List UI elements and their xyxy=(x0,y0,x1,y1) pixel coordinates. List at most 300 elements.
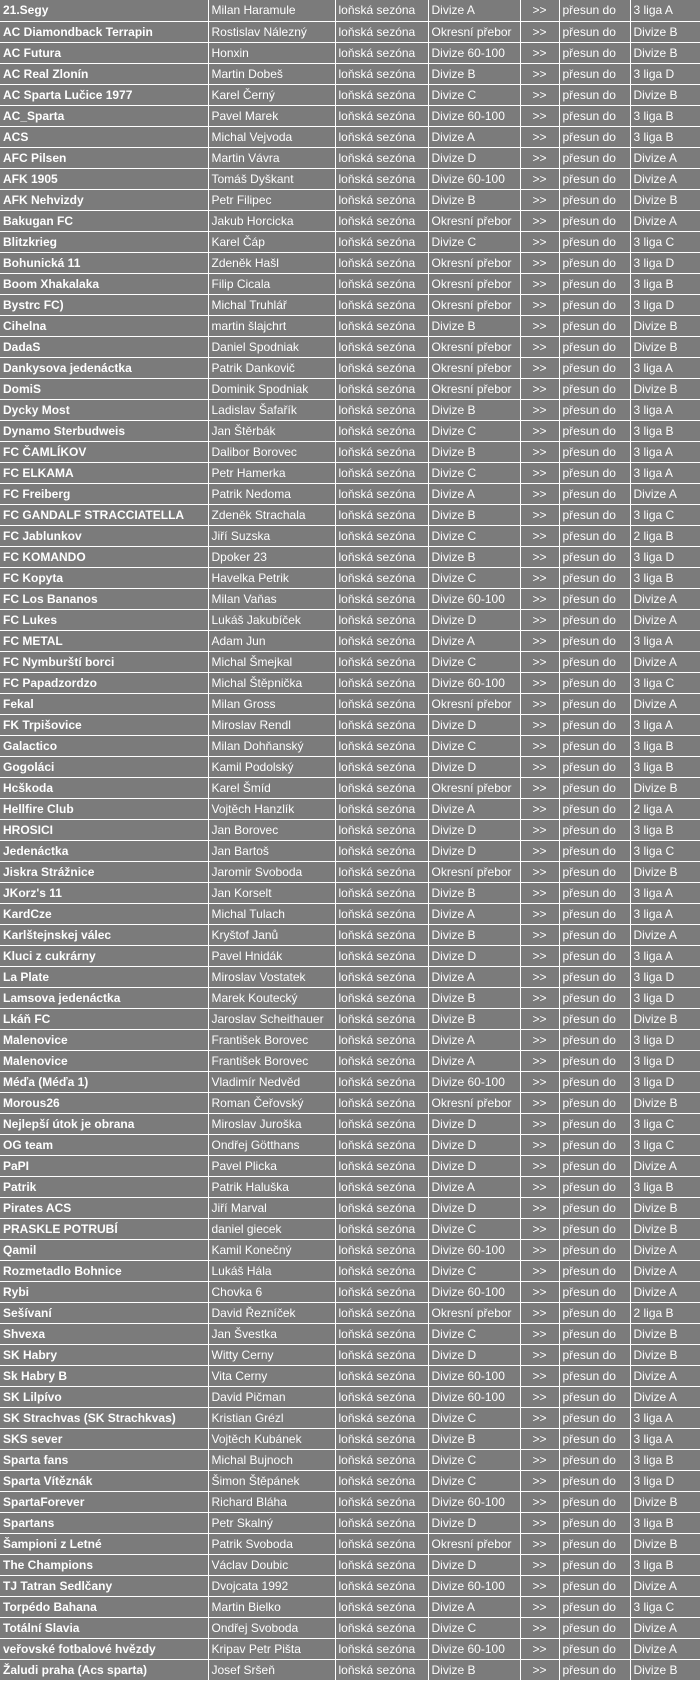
destination-division-cell: 3 liga D xyxy=(630,1071,700,1092)
arrow-cell: >> xyxy=(520,462,559,483)
team-name-cell: FC Jablunkov xyxy=(0,525,208,546)
table-row xyxy=(0,1050,700,1071)
destination-division-cell: 3 liga B xyxy=(630,273,700,294)
manager-cell: Witty Cerny xyxy=(208,1344,335,1365)
table-row xyxy=(0,651,700,672)
arrow-cell: >> xyxy=(520,1617,559,1638)
manager-cell: Patrik Svoboda xyxy=(208,1533,335,1554)
move-label-cell: přesun do xyxy=(559,945,630,966)
season-label-cell: loňská sezóna xyxy=(335,1323,428,1344)
arrow-cell: >> xyxy=(520,126,559,147)
table-row xyxy=(0,756,700,777)
table-row xyxy=(0,441,700,462)
manager-cell: Jiří Suzska xyxy=(208,525,335,546)
team-name-cell: FK Trpišovice xyxy=(0,714,208,735)
arrow-cell: >> xyxy=(520,693,559,714)
season-label-cell: loňská sezóna xyxy=(335,21,428,42)
move-label-cell: přesun do xyxy=(559,1281,630,1302)
team-name-cell: OG team xyxy=(0,1134,208,1155)
previous-division-cell: Okresní přebor xyxy=(428,1092,520,1113)
table-row xyxy=(0,819,700,840)
move-label-cell: přesun do xyxy=(559,84,630,105)
arrow-cell: >> xyxy=(520,1554,559,1575)
arrow-cell: >> xyxy=(520,1449,559,1470)
arrow-cell: >> xyxy=(520,420,559,441)
previous-division-cell: Divize C xyxy=(428,231,520,252)
move-label-cell: přesun do xyxy=(559,1323,630,1344)
arrow-cell: >> xyxy=(520,1008,559,1029)
manager-cell: Karel Čáp xyxy=(208,231,335,252)
manager-cell: Jan Korselt xyxy=(208,882,335,903)
destination-division-cell: Divize B xyxy=(630,1491,700,1512)
previous-division-cell: Divize D xyxy=(428,1554,520,1575)
arrow-cell: >> xyxy=(520,21,559,42)
destination-division-cell: 3 liga D xyxy=(630,1050,700,1071)
arrow-cell: >> xyxy=(520,357,559,378)
manager-cell: Patrik Nedoma xyxy=(208,483,335,504)
season-label-cell: loňská sezóna xyxy=(335,210,428,231)
previous-division-cell: Divize A xyxy=(428,966,520,987)
manager-cell: David Pičman xyxy=(208,1386,335,1407)
team-name-cell: Sešívaní xyxy=(0,1302,208,1323)
arrow-cell: >> xyxy=(520,1302,559,1323)
manager-cell: Ondřej Svoboda xyxy=(208,1617,335,1638)
team-name-cell: Patrik xyxy=(0,1176,208,1197)
manager-cell: Michal Truhlář xyxy=(208,294,335,315)
previous-division-cell: Divize D xyxy=(428,840,520,861)
team-name-cell: SKS sever xyxy=(0,1428,208,1449)
move-label-cell: přesun do xyxy=(559,105,630,126)
previous-division-cell: Divize 60-100 xyxy=(428,1575,520,1596)
destination-division-cell: 3 liga D xyxy=(630,987,700,1008)
manager-cell: Marek Koutecký xyxy=(208,987,335,1008)
previous-division-cell: Divize B xyxy=(428,399,520,420)
team-name-cell: HROSICI xyxy=(0,819,208,840)
team-name-cell: Cihelna xyxy=(0,315,208,336)
table-row xyxy=(0,1344,700,1365)
previous-division-cell: Divize C xyxy=(428,651,520,672)
move-label-cell: přesun do xyxy=(559,1155,630,1176)
move-label-cell: přesun do xyxy=(559,21,630,42)
season-label-cell: loňská sezóna xyxy=(335,756,428,777)
move-label-cell: přesun do xyxy=(559,252,630,273)
move-label-cell: přesun do xyxy=(559,903,630,924)
destination-division-cell: Divize B xyxy=(630,861,700,882)
team-name-cell: Boom Xhakalaka xyxy=(0,273,208,294)
manager-cell: Tomáš Dyškant xyxy=(208,168,335,189)
destination-division-cell: 3 liga D xyxy=(630,63,700,84)
destination-division-cell: 3 liga A xyxy=(630,945,700,966)
season-label-cell: loňská sezóna xyxy=(335,1134,428,1155)
destination-division-cell: 3 liga C xyxy=(630,1134,700,1155)
arrow-cell: >> xyxy=(520,1071,559,1092)
table-row xyxy=(0,1029,700,1050)
table-row xyxy=(0,609,700,630)
manager-cell: Jan Bartoš xyxy=(208,840,335,861)
team-name-cell: veřovské fotbalové hvězdy xyxy=(0,1638,208,1659)
season-label-cell: loňská sezóna xyxy=(335,462,428,483)
manager-cell: Ladislav Šafařík xyxy=(208,399,335,420)
destination-division-cell: Divize B xyxy=(630,777,700,798)
team-name-cell: Spartans xyxy=(0,1512,208,1533)
destination-division-cell: 3 liga C xyxy=(630,231,700,252)
team-name-cell: FC Freiberg xyxy=(0,483,208,504)
destination-division-cell: 3 liga C xyxy=(630,840,700,861)
manager-cell: Kamil Konečný xyxy=(208,1239,335,1260)
previous-division-cell: Divize A xyxy=(428,798,520,819)
team-name-cell: FC ELKAMA xyxy=(0,462,208,483)
table-row xyxy=(0,714,700,735)
table-row xyxy=(0,588,700,609)
arrow-cell: >> xyxy=(520,1239,559,1260)
table-row xyxy=(0,1239,700,1260)
manager-cell: Miroslav Juroška xyxy=(208,1113,335,1134)
move-label-cell: přesun do xyxy=(559,1365,630,1386)
destination-division-cell: Divize A xyxy=(630,693,700,714)
move-label-cell: přesun do xyxy=(559,1428,630,1449)
destination-division-cell: Divize B xyxy=(630,1533,700,1554)
team-name-cell: Dankysova jedenáctka xyxy=(0,357,208,378)
manager-cell: Michal Šmejkal xyxy=(208,651,335,672)
table-row xyxy=(0,1302,700,1323)
arrow-cell: >> xyxy=(520,588,559,609)
team-name-cell: AC Futura xyxy=(0,42,208,63)
manager-cell: Vladimír Nedvěd xyxy=(208,1071,335,1092)
manager-cell: Milan Vaňas xyxy=(208,588,335,609)
move-label-cell: přesun do xyxy=(559,1575,630,1596)
destination-division-cell: Divize A xyxy=(630,924,700,945)
arrow-cell: >> xyxy=(520,483,559,504)
previous-division-cell: Divize C xyxy=(428,1449,520,1470)
season-label-cell: loňská sezóna xyxy=(335,861,428,882)
manager-cell: Lukáš Jakubíček xyxy=(208,609,335,630)
move-label-cell: přesun do xyxy=(559,1260,630,1281)
arrow-cell: >> xyxy=(520,1197,559,1218)
manager-cell: Michal Štěpnička xyxy=(208,672,335,693)
season-label-cell: loňská sezóna xyxy=(335,504,428,525)
season-label-cell: loňská sezóna xyxy=(335,1260,428,1281)
table-row xyxy=(0,693,700,714)
destination-division-cell: Divize A xyxy=(630,210,700,231)
manager-cell: Pavel Marek xyxy=(208,105,335,126)
previous-division-cell: Divize A xyxy=(428,1050,520,1071)
season-label-cell: loňská sezóna xyxy=(335,798,428,819)
manager-cell: Havelka Petrik xyxy=(208,567,335,588)
table-row xyxy=(0,357,700,378)
team-name-cell: Totální Slavia xyxy=(0,1617,208,1638)
arrow-cell: >> xyxy=(520,231,559,252)
destination-division-cell: Divize A xyxy=(630,483,700,504)
previous-division-cell: Divize D xyxy=(428,1197,520,1218)
manager-cell: Milan Dohňanský xyxy=(208,735,335,756)
team-name-cell: Lamsova jedenáctka xyxy=(0,987,208,1008)
season-label-cell: loňská sezóna xyxy=(335,0,428,21)
manager-cell: Karel Šmíd xyxy=(208,777,335,798)
arrow-cell: >> xyxy=(520,1512,559,1533)
move-label-cell: přesun do xyxy=(559,966,630,987)
previous-division-cell: Divize A xyxy=(428,483,520,504)
manager-cell: Zdeněk Strachala xyxy=(208,504,335,525)
team-name-cell: Gogoláci xyxy=(0,756,208,777)
destination-division-cell: 3 liga D xyxy=(630,1029,700,1050)
move-label-cell: přesun do xyxy=(559,63,630,84)
move-label-cell: přesun do xyxy=(559,567,630,588)
destination-division-cell: 3 liga D xyxy=(630,966,700,987)
manager-cell: Michal Bujnoch xyxy=(208,1449,335,1470)
manager-cell: Roman Čeřovský xyxy=(208,1092,335,1113)
move-label-cell: přesun do xyxy=(559,861,630,882)
manager-cell: martin šlajchrt xyxy=(208,315,335,336)
season-label-cell: loňská sezóna xyxy=(335,105,428,126)
move-label-cell: přesun do xyxy=(559,1596,630,1617)
table-row xyxy=(0,903,700,924)
team-name-cell: Galactico xyxy=(0,735,208,756)
team-name-cell: Shvexa xyxy=(0,1323,208,1344)
move-label-cell: přesun do xyxy=(559,273,630,294)
previous-division-cell: Divize C xyxy=(428,1218,520,1239)
destination-division-cell: Divize A xyxy=(630,1281,700,1302)
destination-division-cell: Divize A xyxy=(630,1638,700,1659)
arrow-cell: >> xyxy=(520,798,559,819)
arrow-cell: >> xyxy=(520,777,559,798)
previous-division-cell: Okresní přebor xyxy=(428,21,520,42)
team-name-cell: FC Los Bananos xyxy=(0,588,208,609)
move-label-cell: přesun do xyxy=(559,1176,630,1197)
manager-cell: Milan Gross xyxy=(208,693,335,714)
destination-division-cell: Divize A xyxy=(630,1365,700,1386)
season-label-cell: loňská sezóna xyxy=(335,1659,428,1680)
destination-division-cell: Divize A xyxy=(630,609,700,630)
move-label-cell: přesun do xyxy=(559,1302,630,1323)
table-row xyxy=(0,735,700,756)
previous-division-cell: Divize C xyxy=(428,84,520,105)
season-label-cell: loňská sezóna xyxy=(335,1239,428,1260)
move-label-cell: přesun do xyxy=(559,504,630,525)
manager-cell: Adam Jun xyxy=(208,630,335,651)
destination-division-cell: Divize B xyxy=(630,1218,700,1239)
table-row xyxy=(0,1596,700,1617)
manager-cell: daniel giecek xyxy=(208,1218,335,1239)
season-label-cell: loňská sezóna xyxy=(335,609,428,630)
previous-division-cell: Divize D xyxy=(428,147,520,168)
destination-division-cell: 3 liga A xyxy=(630,882,700,903)
move-label-cell: přesun do xyxy=(559,672,630,693)
destination-division-cell: Divize A xyxy=(630,1617,700,1638)
season-label-cell: loňská sezóna xyxy=(335,525,428,546)
team-name-cell: Sk Habry B xyxy=(0,1365,208,1386)
season-label-cell: loňská sezóna xyxy=(335,966,428,987)
season-label-cell: loňská sezóna xyxy=(335,903,428,924)
previous-division-cell: Okresní přebor xyxy=(428,777,520,798)
destination-division-cell: Divize B xyxy=(630,315,700,336)
manager-cell: Kripav Petr Pišta xyxy=(208,1638,335,1659)
season-label-cell: loňská sezóna xyxy=(335,567,428,588)
move-label-cell: přesun do xyxy=(559,1029,630,1050)
move-label-cell: přesun do xyxy=(559,1050,630,1071)
destination-division-cell: 2 liga A xyxy=(630,798,700,819)
manager-cell: Michal Tulach xyxy=(208,903,335,924)
manager-cell: Václav Doubic xyxy=(208,1554,335,1575)
previous-division-cell: Divize 60-100 xyxy=(428,1386,520,1407)
destination-division-cell: 3 liga D xyxy=(630,252,700,273)
move-label-cell: přesun do xyxy=(559,819,630,840)
season-label-cell: loňská sezóna xyxy=(335,630,428,651)
table-row xyxy=(0,336,700,357)
previous-division-cell: Divize 60-100 xyxy=(428,1071,520,1092)
arrow-cell: >> xyxy=(520,1470,559,1491)
manager-cell: Lukáš Hála xyxy=(208,1260,335,1281)
destination-division-cell: 3 liga B xyxy=(630,1449,700,1470)
team-name-cell: Sparta fans xyxy=(0,1449,208,1470)
arrow-cell: >> xyxy=(520,735,559,756)
team-name-cell: AFK 1905 xyxy=(0,168,208,189)
previous-division-cell: Divize 60-100 xyxy=(428,1239,520,1260)
previous-division-cell: Divize B xyxy=(428,882,520,903)
move-label-cell: přesun do xyxy=(559,1617,630,1638)
team-name-cell: Bohunická 11 xyxy=(0,252,208,273)
season-label-cell: loňská sezóna xyxy=(335,42,428,63)
table-row xyxy=(0,1092,700,1113)
arrow-cell: >> xyxy=(520,1050,559,1071)
previous-division-cell: Divize D xyxy=(428,1134,520,1155)
destination-division-cell: Divize A xyxy=(630,168,700,189)
arrow-cell: >> xyxy=(520,714,559,735)
destination-division-cell: Divize B xyxy=(630,21,700,42)
move-label-cell: přesun do xyxy=(559,1554,630,1575)
table-row xyxy=(0,42,700,63)
table-row xyxy=(0,1638,700,1659)
manager-cell: Dpoker 23 xyxy=(208,546,335,567)
previous-division-cell: Divize C xyxy=(428,1470,520,1491)
table-row xyxy=(0,525,700,546)
season-label-cell: loňská sezóna xyxy=(335,441,428,462)
arrow-cell: >> xyxy=(520,1092,559,1113)
manager-cell: Kristian Grézl xyxy=(208,1407,335,1428)
table-row xyxy=(0,1407,700,1428)
destination-division-cell: Divize B xyxy=(630,1323,700,1344)
previous-division-cell: Okresní přebor xyxy=(428,378,520,399)
move-label-cell: přesun do xyxy=(559,1218,630,1239)
table-row xyxy=(0,504,700,525)
team-name-cell: PRASKLE POTRUBÍ xyxy=(0,1218,208,1239)
season-label-cell: loňská sezóna xyxy=(335,63,428,84)
move-label-cell: přesun do xyxy=(559,987,630,1008)
manager-cell: Petr Skalný xyxy=(208,1512,335,1533)
season-label-cell: loňská sezóna xyxy=(335,714,428,735)
destination-division-cell: 3 liga B xyxy=(630,1554,700,1575)
table-row xyxy=(0,672,700,693)
table-row xyxy=(0,399,700,420)
destination-division-cell: Divize A xyxy=(630,588,700,609)
arrow-cell: >> xyxy=(520,84,559,105)
season-label-cell: loňská sezóna xyxy=(335,1176,428,1197)
manager-cell: Patrik Dankovič xyxy=(208,357,335,378)
arrow-cell: >> xyxy=(520,630,559,651)
season-label-cell: loňská sezóna xyxy=(335,840,428,861)
team-name-cell: SK Strachvas (SK Strachkvas) xyxy=(0,1407,208,1428)
destination-division-cell: Divize B xyxy=(630,1092,700,1113)
season-label-cell: loňská sezóna xyxy=(335,1218,428,1239)
previous-division-cell: Divize 60-100 xyxy=(428,168,520,189)
season-label-cell: loňská sezóna xyxy=(335,1596,428,1617)
previous-division-cell: Okresní přebor xyxy=(428,252,520,273)
season-label-cell: loňská sezóna xyxy=(335,315,428,336)
destination-division-cell: 3 liga A xyxy=(630,1428,700,1449)
manager-cell: Michal Vejvoda xyxy=(208,126,335,147)
table-row xyxy=(0,987,700,1008)
manager-cell: Honxin xyxy=(208,42,335,63)
season-label-cell: loňská sezóna xyxy=(335,1575,428,1596)
destination-division-cell: 3 liga A xyxy=(630,1407,700,1428)
destination-division-cell: 3 liga B xyxy=(630,1176,700,1197)
move-label-cell: přesun do xyxy=(559,1659,630,1680)
table-row xyxy=(0,210,700,231)
season-label-cell: loňská sezóna xyxy=(335,1491,428,1512)
table-row xyxy=(0,1071,700,1092)
team-name-cell: TJ Tatran Sedlčany xyxy=(0,1575,208,1596)
season-label-cell: loňská sezóna xyxy=(335,1029,428,1050)
move-label-cell: přesun do xyxy=(559,294,630,315)
season-label-cell: loňská sezóna xyxy=(335,126,428,147)
arrow-cell: >> xyxy=(520,42,559,63)
table-row xyxy=(0,1575,700,1596)
move-label-cell: přesun do xyxy=(559,189,630,210)
table-row xyxy=(0,483,700,504)
team-name-cell: Žaludi praha (Acs sparta) xyxy=(0,1659,208,1680)
manager-cell: Martin Dobeš xyxy=(208,63,335,84)
arrow-cell: >> xyxy=(520,1134,559,1155)
table-row xyxy=(0,84,700,105)
season-label-cell: loňská sezóna xyxy=(335,882,428,903)
table-row xyxy=(0,1449,700,1470)
destination-division-cell: 3 liga B xyxy=(630,126,700,147)
table-row xyxy=(0,798,700,819)
previous-division-cell: Okresní přebor xyxy=(428,294,520,315)
season-label-cell: loňská sezóna xyxy=(335,777,428,798)
team-name-cell: Fekal xyxy=(0,693,208,714)
season-label-cell: loňská sezóna xyxy=(335,1092,428,1113)
table-row xyxy=(0,1617,700,1638)
manager-cell: Petr Hamerka xyxy=(208,462,335,483)
table-row xyxy=(0,189,700,210)
previous-division-cell: Divize A xyxy=(428,126,520,147)
move-label-cell: přesun do xyxy=(559,609,630,630)
table-row xyxy=(0,420,700,441)
previous-division-cell: Divize C xyxy=(428,1323,520,1344)
team-name-cell: FC Lukes xyxy=(0,609,208,630)
destination-division-cell: Divize B xyxy=(630,189,700,210)
season-label-cell: loňská sezóna xyxy=(335,1302,428,1323)
team-name-cell: FC ČAMLÍKOV xyxy=(0,441,208,462)
team-name-cell: Hellfire Club xyxy=(0,798,208,819)
team-name-cell: Jiskra Strážnice xyxy=(0,861,208,882)
manager-cell: Vita Cerny xyxy=(208,1365,335,1386)
season-label-cell: loňská sezóna xyxy=(335,294,428,315)
previous-division-cell: Divize 60-100 xyxy=(428,1638,520,1659)
move-label-cell: přesun do xyxy=(559,378,630,399)
move-label-cell: přesun do xyxy=(559,1449,630,1470)
team-name-cell: AC Diamondback Terrapin xyxy=(0,21,208,42)
destination-division-cell: Divize A xyxy=(630,1155,700,1176)
manager-cell: Dvojcata 1992 xyxy=(208,1575,335,1596)
move-label-cell: přesun do xyxy=(559,756,630,777)
team-name-cell: Malenovice xyxy=(0,1050,208,1071)
arrow-cell: >> xyxy=(520,966,559,987)
destination-division-cell: 3 liga B xyxy=(630,819,700,840)
season-label-cell: loňská sezóna xyxy=(335,924,428,945)
move-label-cell: přesun do xyxy=(559,126,630,147)
destination-division-cell: 3 liga C xyxy=(630,672,700,693)
